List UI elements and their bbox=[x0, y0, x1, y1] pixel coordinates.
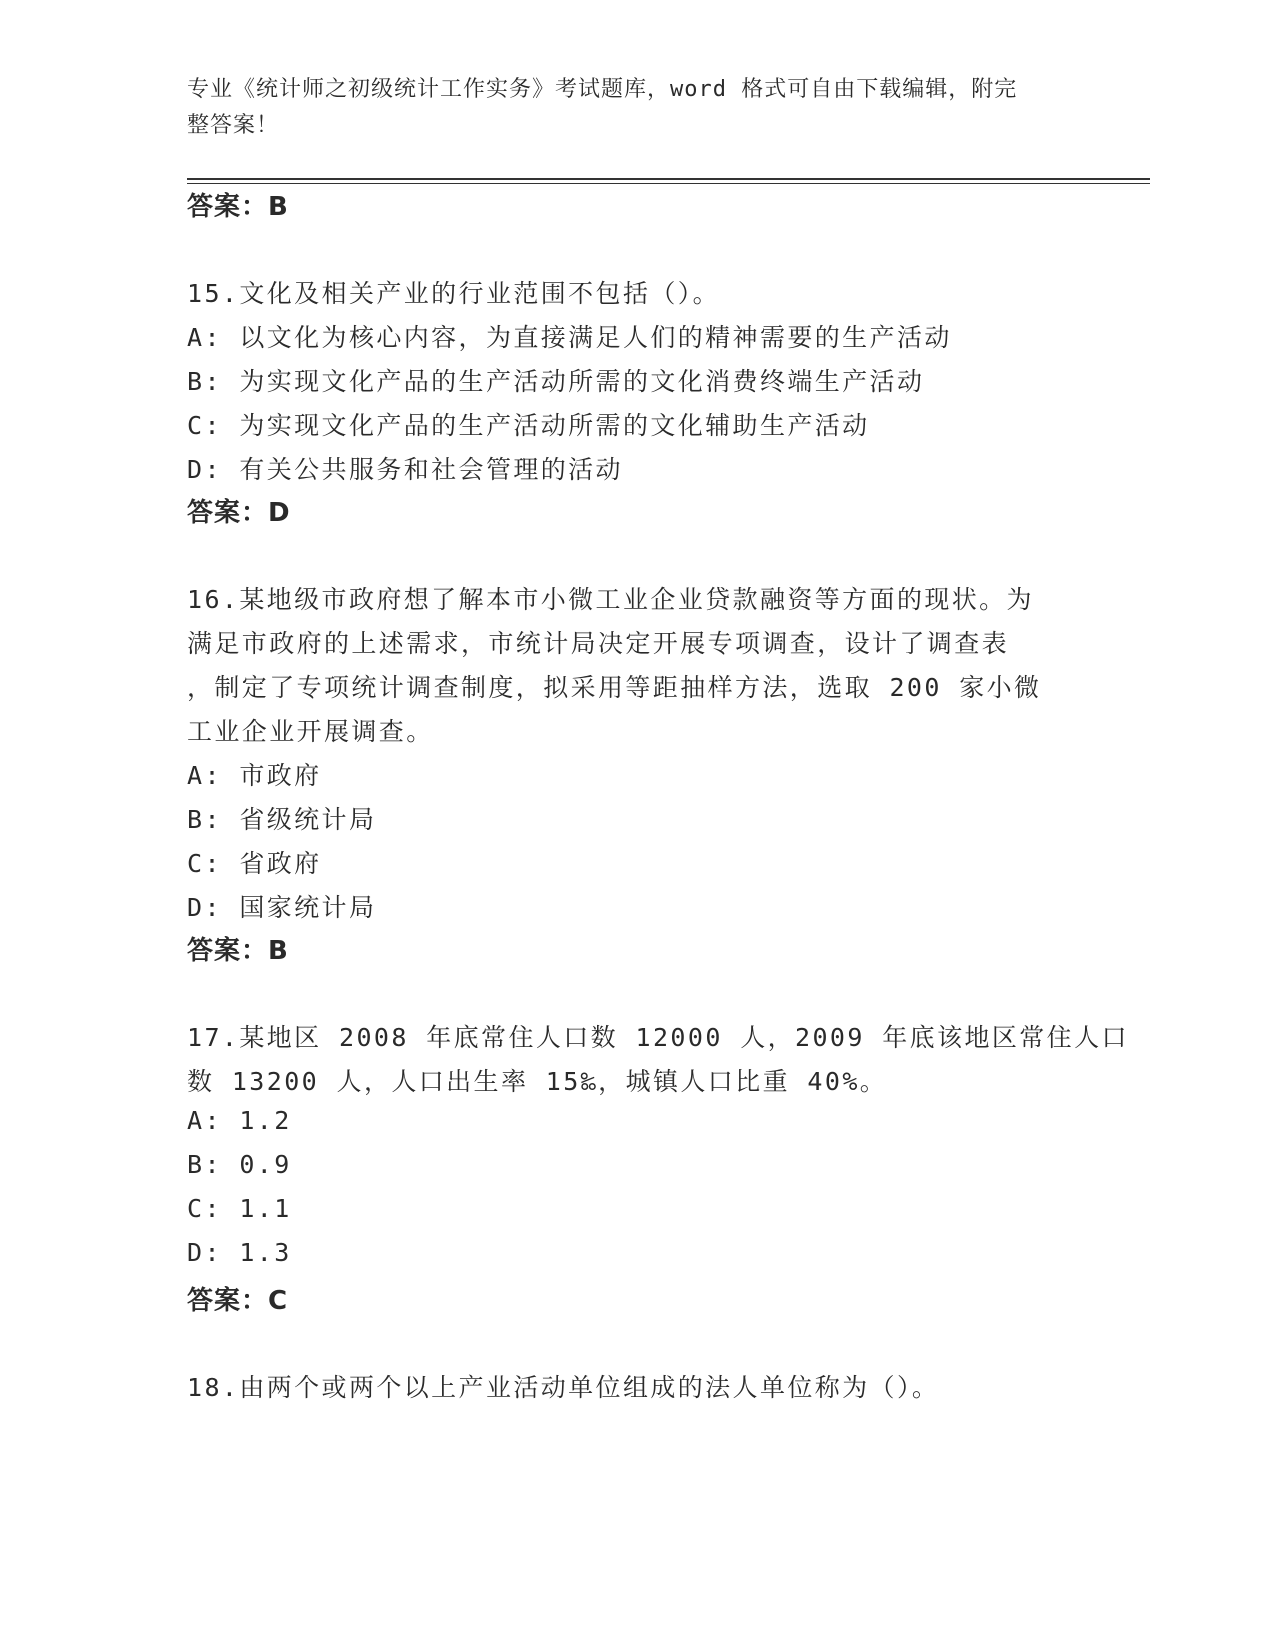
question-16-stem-line-1: 16.某地级市政府想了解本市小微工业企业贷款融资等方面的现状。为 bbox=[187, 585, 1034, 614]
header-divider-thick bbox=[187, 178, 1150, 180]
answer-14: 答案：B bbox=[187, 192, 289, 222]
question-15-option-c: C: 为实现文化产品的生产活动所需的文化辅助生产活动 bbox=[187, 411, 870, 440]
question-15-stem: 15.文化及相关产业的行业范围不包括（）。 bbox=[187, 279, 721, 308]
header-line-2: 整答案！ bbox=[187, 113, 280, 138]
question-15-option-a: A: 以文化为核心内容，为直接满足人们的精神需要的生产活动 bbox=[187, 323, 952, 352]
question-17-stem-line-1: 17.某地区 2008 年底常住人口数 12000 人，2009 年底该地区常住人口 bbox=[187, 1023, 1129, 1052]
question-17-option-a: A: 1.2 bbox=[187, 1106, 292, 1135]
answer-17: 答案：C bbox=[187, 1286, 289, 1316]
question-16-stem-line-3: ，制定了专项统计调查制度，拟采用等距抽样方法，选取 200 家小微 bbox=[187, 673, 1042, 702]
question-16-option-a: A: 市政府 bbox=[187, 761, 322, 790]
question-17-option-d: D: 1.3 bbox=[187, 1238, 292, 1267]
answer-15: 答案：D bbox=[187, 498, 291, 528]
answer-16: 答案：B bbox=[187, 936, 289, 966]
question-17-stem-line-2: 数 13200 人，人口出生率 15‰，城镇人口比重 40%。 bbox=[187, 1067, 888, 1096]
question-16-stem-line-4: 工业企业开展调查。 bbox=[187, 717, 434, 746]
header-divider-thin bbox=[187, 183, 1150, 184]
question-16-option-b: B: 省级统计局 bbox=[187, 805, 377, 834]
question-15-option-b: B: 为实现文化产品的生产活动所需的文化消费终端生产活动 bbox=[187, 367, 925, 396]
document-header bbox=[187, 72, 1067, 144]
question-15-option-d: D: 有关公共服务和社会管理的活动 bbox=[187, 455, 623, 484]
question-18-stem: 18.由两个或两个以上产业活动单位组成的法人单位称为（）。 bbox=[187, 1373, 940, 1402]
question-16-option-d: D: 国家统计局 bbox=[187, 893, 377, 922]
question-17-option-c: C: 1.1 bbox=[187, 1194, 292, 1223]
question-16-stem-line-2: 满足市政府的上述需求，市统计局决定开展专项调查，设计了调查表 bbox=[187, 629, 1010, 658]
header-line-1: 专业《统计师之初级统计工作实务》考试题库，word 格式可自由下载编辑，附完 bbox=[187, 77, 1018, 102]
question-16-option-c: C: 省政府 bbox=[187, 849, 322, 878]
question-17-option-b: B: 0.9 bbox=[187, 1150, 292, 1179]
